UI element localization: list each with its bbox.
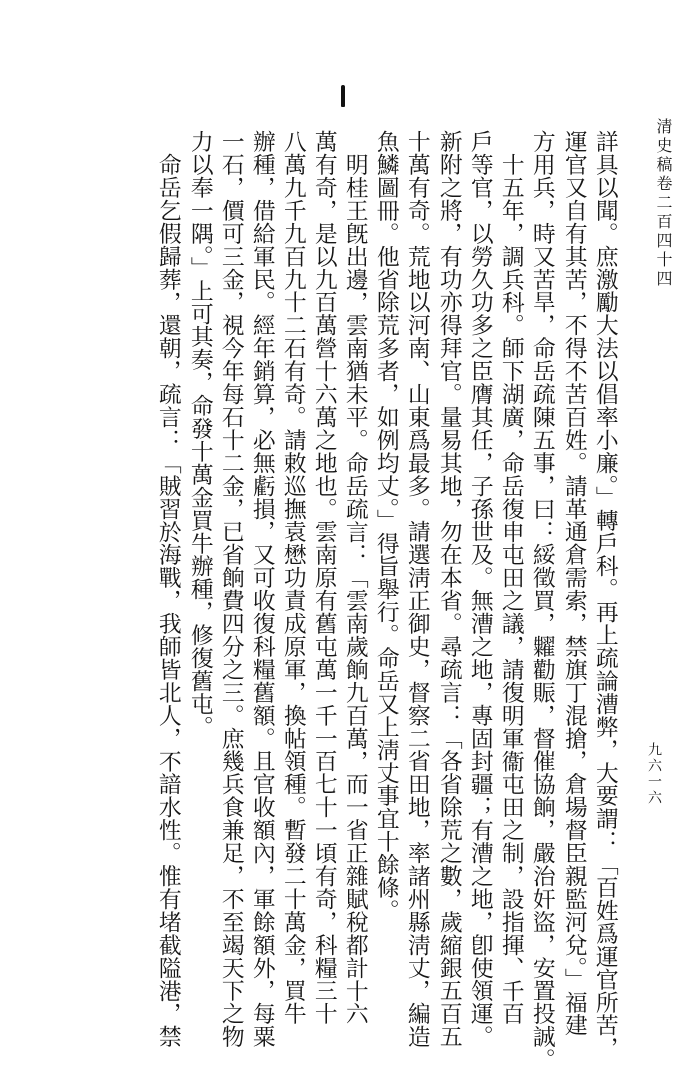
text-column-7: 十萬有奇。荒地以河南、山東爲最多。請選淸正御史，督察二省田地，率諸州縣淸丈，編造 — [403, 130, 430, 1048]
running-title: 清史稿卷二百四十四 — [654, 118, 673, 289]
page-number: 九六一六 — [646, 742, 662, 806]
text-column-11: 八萬九千九百九十二石有奇。請敕巡撫袁懋功責成原軍，換帖領種。暫發二十萬金，買牛 — [279, 130, 306, 1026]
text-column-13: 一石，價可三金，視今年每石十二金，已省餉費四分之三。庶幾兵食兼足，不至竭天下之物 — [217, 130, 244, 1048]
text-column-5: 戶等官，以勞久功多之臣膺其任，子孫世及。無漕之地，專固封疆；有漕之地，卽使領運。 — [466, 130, 493, 1048]
text-column-12: 辦種，借給軍民。經年銷算，必無虧損，又可收復科糧舊額。且官收額內，軍餘額外，每粟 — [248, 130, 275, 1048]
text-column-15: 命岳乞假歸葬，還朝，疏言：「賊習於海戰，我師皆北人，不諳水性。惟有堵截隘港，禁 — [154, 153, 181, 1049]
text-column-14: 力以奉一隅。」上可其奏，命發十萬金買牛辦種，修復舊屯。 — [186, 130, 213, 739]
text-column-4: 十五年，調兵科。師下湖廣，命岳復申屯田之議，請復明軍衞屯田之制，設指揮、千百 — [497, 153, 524, 1026]
text-column-6: 新附之將，有功亦得拜官。量易其地，勿在本省。尋疏言：「各省除荒之數，歲縮銀五百五 — [435, 130, 462, 1048]
text-column-2: 運官又自有其苦，不得不苦百姓。請革通倉需索，禁旗丁混搶，倉場督臣親監河兌。」福建 — [560, 130, 587, 1037]
text-column-10: 萬有奇，是以九百萬營十六萬之地也。雲南原有舊屯萬一千一百七十一頃有奇，科糧三十 — [310, 130, 337, 1026]
text-column-9: 明桂王旣出邊，雲南猶未平。命岳疏言：「雲南歲餉九百萬，而一省正雜賦稅都計十六 — [341, 153, 368, 1026]
text-column-3: 方用兵，時又苦旱，命岳疏陳五事，曰：綏徵買，糶勸賑，督催協餉，嚴治奸盜，安置投誠。 — [528, 130, 555, 1071]
text-column-8: 魚鱗圖冊。他省除荒多者，如例均丈。」得旨舉行。命岳又上淸丈事宜十餘條。 — [372, 130, 399, 922]
margin-mark — [341, 85, 345, 107]
text-column-1: 詳具以聞。庶激勵大法以倡率小廉。」轉戶科。再上疏論漕弊，大要謂：「百姓爲運官所苦， — [591, 130, 618, 1060]
